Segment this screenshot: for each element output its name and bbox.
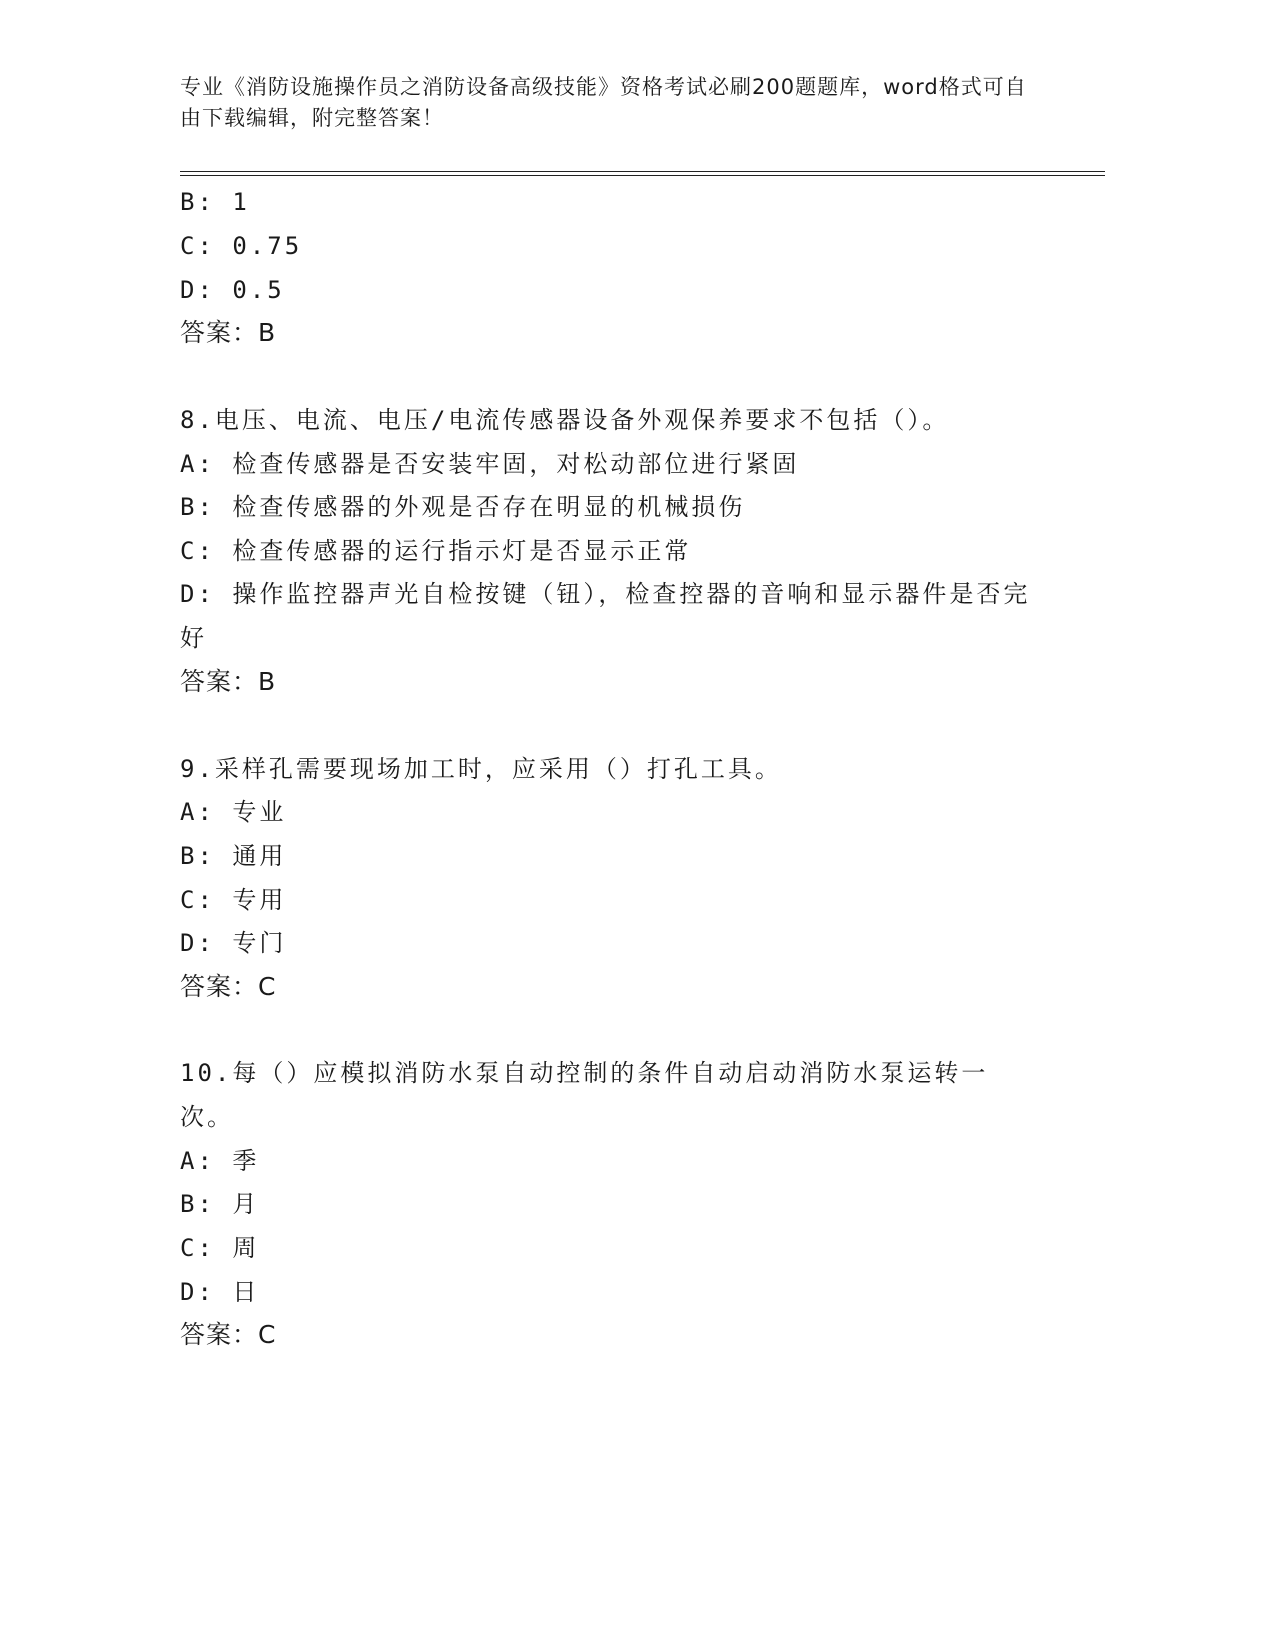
header-rule-bottom xyxy=(180,175,1105,176)
q7-option-d: D: 0.5 xyxy=(180,276,285,304)
q10-option-b: B: 月 xyxy=(180,1190,260,1218)
document-header: 专业《消防设施操作员之消防设备高级技能》资格考试必刷200题题库，word格式可自由下载编辑，附完整答案！ xyxy=(180,75,1027,130)
q10-stem: 10.每（）应模拟消防水泵自动控制的条件自动启动消防水泵运转一次。 xyxy=(180,1059,989,1131)
q10-answer: 答案：C xyxy=(180,1320,277,1349)
q8-answer: 答案：B xyxy=(180,667,277,696)
header-rule-top xyxy=(180,171,1105,172)
q7-option-b: B: 1 xyxy=(180,188,250,216)
q8-option-d: D: 操作监控器声光自检按键（钮），检查控器的音响和显示器件是否完好 xyxy=(180,580,1031,652)
q8-stem: 8.电压、电流、电压/电流传感器设备外观保养要求不包括（）。 xyxy=(180,406,950,434)
q10-option-c: C: 周 xyxy=(180,1234,260,1262)
q8-option-b: B: 检查传感器的外观是否存在明显的机械损伤 xyxy=(180,493,746,521)
q9-option-a: A: 专业 xyxy=(180,798,287,826)
q9-option-b: B: 通用 xyxy=(180,842,287,870)
q8-option-c: C: 检查传感器的运行指示灯是否显示正常 xyxy=(180,537,692,565)
q7-answer: 答案：B xyxy=(180,318,277,347)
q8-option-a: A: 检查传感器是否安装牢固，对松动部位进行紧固 xyxy=(180,450,800,478)
q9-answer: 答案：C xyxy=(180,972,277,1001)
q7-option-c: C: 0.75 xyxy=(180,232,303,260)
q9-option-c: C: 专用 xyxy=(180,886,287,914)
q10-option-d: D: 日 xyxy=(180,1278,260,1306)
q9-stem: 9.采样孔需要现场加工时，应采用（）打孔工具。 xyxy=(180,755,782,783)
q9-option-d: D: 专门 xyxy=(180,929,287,957)
q10-option-a: A: 季 xyxy=(180,1147,260,1175)
